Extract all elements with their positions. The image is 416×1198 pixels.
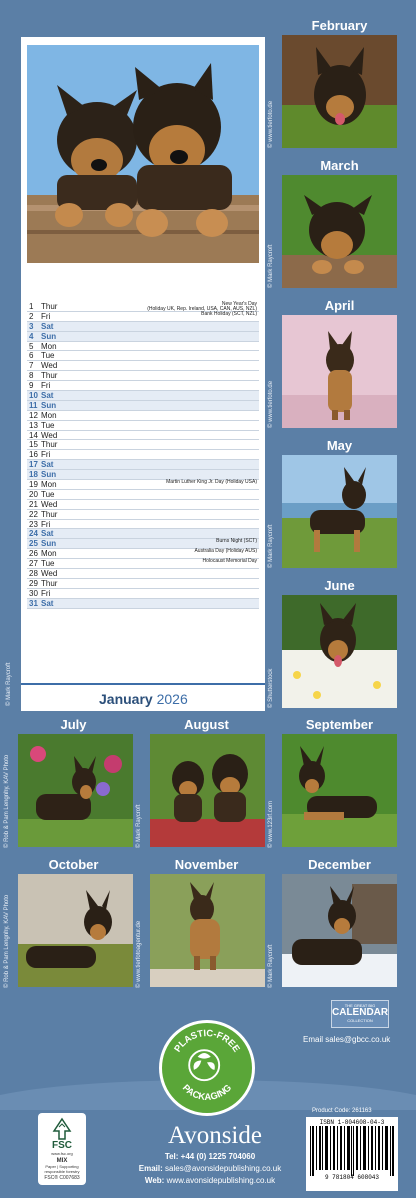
credit-february: © www.tierfoto.de (268, 100, 274, 148)
day-name: Tue (41, 489, 55, 499)
day-number: 22 (29, 509, 38, 519)
day-number: 27 (29, 559, 38, 569)
publisher-name: Avonside (168, 1122, 262, 1149)
day-name: Thur (41, 578, 58, 588)
day-row (27, 500, 259, 510)
credit-march: © Mark Raycroft (268, 244, 274, 288)
photo-may (282, 455, 397, 568)
day-number: 16 (29, 450, 38, 460)
day-row (27, 520, 259, 530)
fsc-tree-icon (50, 1117, 74, 1141)
month-label-june: June (324, 578, 355, 593)
photo-july (18, 734, 133, 847)
day-row (27, 599, 259, 609)
publisher-email-line (110, 1164, 310, 1173)
day-number: 3 (29, 321, 34, 331)
day-number: 10 (29, 391, 38, 401)
gbcc-logo-top: THE GREAT BIG (344, 1003, 376, 1008)
day-number: 28 (29, 569, 38, 579)
photo-october (18, 874, 133, 987)
day-name: Tue (41, 351, 55, 361)
holiday-note: Martin Luther King Jr. Day (Holiday USA) (166, 479, 257, 486)
day-number: 23 (29, 519, 38, 529)
photo-august (150, 734, 265, 847)
badge-top-text: PLASTIC-FREE (172, 1027, 242, 1054)
day-row (27, 361, 259, 371)
day-number: 14 (29, 430, 38, 440)
day-number: 1 (29, 302, 34, 311)
credit-october: © Rob & Pam Lengnhy, KAV Photo (4, 894, 10, 988)
credit-april: © www.tierfoto.de (268, 380, 274, 428)
day-number: 5 (29, 341, 34, 351)
credit-july: © Rob & Pam Lengnhy, KAV Photo (4, 754, 10, 848)
day-row (27, 371, 259, 381)
publisher-web: www.avonsidepublishing.co.uk (166, 1176, 276, 1185)
publisher-web-label: Web: (144, 1176, 165, 1185)
day-number: 21 (29, 499, 38, 509)
credit-september: © www.123rf.com (268, 800, 274, 848)
barcode (306, 1117, 398, 1191)
day-number: 6 (29, 351, 34, 361)
day-name: Tue (41, 420, 55, 430)
day-number: 24 (29, 529, 38, 539)
main-month-panel (21, 37, 265, 709)
day-number: 8 (29, 371, 34, 381)
day-name: Fri (41, 450, 51, 460)
gbcc-logo-main: CALENDAR (332, 1007, 389, 1018)
day-row (27, 480, 259, 490)
month-label-august: August (184, 717, 229, 732)
badge-bottom-text: PACKAGING (180, 1082, 234, 1102)
month-label-february: February (311, 18, 368, 33)
day-number: 18 (29, 470, 38, 480)
day-number: 7 (29, 361, 34, 371)
day-number: 26 (29, 549, 38, 559)
isbn-text: ISBN 1-804608-04-3 (319, 1119, 385, 1126)
fsc-line1: Paper | Supporting (45, 1164, 79, 1169)
day-name: Sat (41, 598, 54, 608)
gbcc-logo (331, 1000, 389, 1028)
day-row (27, 381, 259, 391)
day-name: Thur (41, 509, 58, 519)
day-number: 19 (29, 480, 38, 490)
gbcc-email: Email sales@gbcc.co.uk (303, 1035, 391, 1044)
fsc-url: www.fsc.org (51, 1151, 73, 1156)
publisher-tel: Tel: +44 (0) 1225 704060 (164, 1152, 256, 1161)
day-name: Fri (41, 311, 51, 321)
day-number: 17 (29, 460, 38, 470)
day-row (27, 510, 259, 520)
day-number: 15 (29, 440, 38, 450)
day-name: Sun (41, 331, 57, 341)
credit-may: © Mark Raycroft (268, 524, 274, 568)
credit-november: © www.tierfotoagentur.de (136, 920, 142, 988)
day-name: Sun (41, 400, 57, 410)
day-name: Wed (41, 569, 58, 579)
day-number: 25 (29, 539, 38, 549)
recycle-leaves-icon (189, 1050, 219, 1080)
month-label-december: December (308, 857, 371, 872)
holiday-note: New Year's Day (Holiday UK, Rep. Ireland, USA, CAN, AUS, NZL) (147, 301, 257, 312)
day-name: Mon (41, 341, 57, 351)
day-name: Fri (41, 588, 51, 598)
day-row (27, 342, 259, 352)
barcode-bars-icon (308, 1126, 396, 1176)
day-name: Mon (41, 549, 57, 559)
holiday-note: Bank Holiday (SCT, NZL) (201, 310, 257, 317)
day-row (27, 312, 259, 322)
day-name: Tue (41, 559, 55, 569)
fsc-line2: responsible forestry (44, 1169, 80, 1174)
month-footer-bar (21, 683, 265, 711)
photo-april (282, 315, 397, 428)
month-label-april: April (324, 298, 355, 313)
day-row (27, 559, 259, 569)
day-number: 29 (29, 578, 38, 588)
day-row (27, 401, 259, 411)
day-name: Thur (41, 371, 58, 381)
month-label-october: October (48, 857, 99, 872)
day-name: Wed (41, 430, 58, 440)
day-name: Mon (41, 410, 57, 420)
day-name: Sun (41, 539, 57, 549)
month-label-november: November (174, 857, 239, 872)
day-number: 4 (29, 331, 34, 341)
day-row (27, 579, 259, 589)
fsc-wordmark: FSC (52, 1140, 72, 1151)
day-name: Wed (41, 361, 58, 371)
day-number: 20 (29, 489, 38, 499)
product-code: Product Code: 261163 (312, 1108, 372, 1114)
day-name: Fri (41, 381, 51, 391)
holiday-note: Holocaust Memorial Day (202, 558, 257, 565)
day-row (27, 440, 259, 450)
day-number: 9 (29, 381, 34, 391)
day-number: 12 (29, 410, 38, 420)
day-row (27, 450, 259, 460)
fsc-code: FSC® C007683 (44, 1175, 80, 1181)
photo-february (282, 35, 397, 148)
publisher-email: sales@avonsidepublishing.co.uk (165, 1164, 282, 1173)
day-row (27, 351, 259, 361)
photo-december (282, 874, 397, 987)
month-name: January (99, 691, 153, 707)
day-name: Sat (41, 529, 54, 539)
day-row (27, 391, 259, 401)
day-row (27, 569, 259, 579)
month-label-march: March (320, 158, 359, 173)
month-label-may: May (326, 438, 353, 453)
day-number: 13 (29, 420, 38, 430)
month-year: 2026 (156, 691, 188, 707)
main-photo-puppies (27, 45, 259, 263)
day-name: Mon (41, 480, 57, 490)
day-name: Wed (41, 499, 58, 509)
plastic-free-badge (159, 1020, 255, 1116)
main-photo-credit: © Mark Raycroft (6, 662, 12, 706)
day-row (27, 332, 259, 342)
day-number: 31 (29, 598, 38, 608)
day-name: Sat (41, 321, 54, 331)
month-label-september: September (305, 717, 374, 732)
day-name: Sat (41, 460, 54, 470)
credit-august: © Mark Raycroft (136, 804, 142, 848)
day-list (27, 302, 259, 609)
gbcc-logo-bottom: COLLECTION (347, 1018, 373, 1023)
holiday-note: Australia Day (Holiday AUS) (194, 548, 257, 555)
holiday-note: Burns Night (SCT) (216, 538, 257, 545)
day-number: 2 (29, 311, 34, 321)
photo-march (282, 175, 397, 288)
day-name: Sat (41, 391, 54, 401)
publisher-web-line (110, 1176, 310, 1185)
fsc-mix: MIX (56, 1158, 68, 1164)
day-name: Sun (41, 470, 57, 480)
svg-text:PACKAGING (181, 1083, 234, 1102)
day-row (27, 421, 259, 431)
day-row (27, 322, 259, 332)
fsc-logo (38, 1113, 86, 1185)
credit-june: © Shutterstock (268, 668, 274, 708)
day-name: Thur (41, 440, 58, 450)
photo-june (282, 595, 397, 708)
barcode-number: 9 781804 608043 (324, 1174, 379, 1181)
day-row (27, 431, 259, 441)
day-number: 30 (29, 588, 38, 598)
photo-september (282, 734, 397, 847)
day-name: Fri (41, 519, 51, 529)
day-name: Thur (41, 302, 58, 311)
day-row (27, 490, 259, 500)
day-row (27, 411, 259, 421)
photo-november (150, 874, 265, 987)
credit-december: © Mark Raycroft (268, 944, 274, 988)
month-label-july: July (60, 717, 87, 732)
publisher-email-label: Email: (138, 1164, 163, 1173)
day-row (27, 460, 259, 470)
day-row (27, 589, 259, 599)
day-number: 11 (29, 400, 38, 410)
